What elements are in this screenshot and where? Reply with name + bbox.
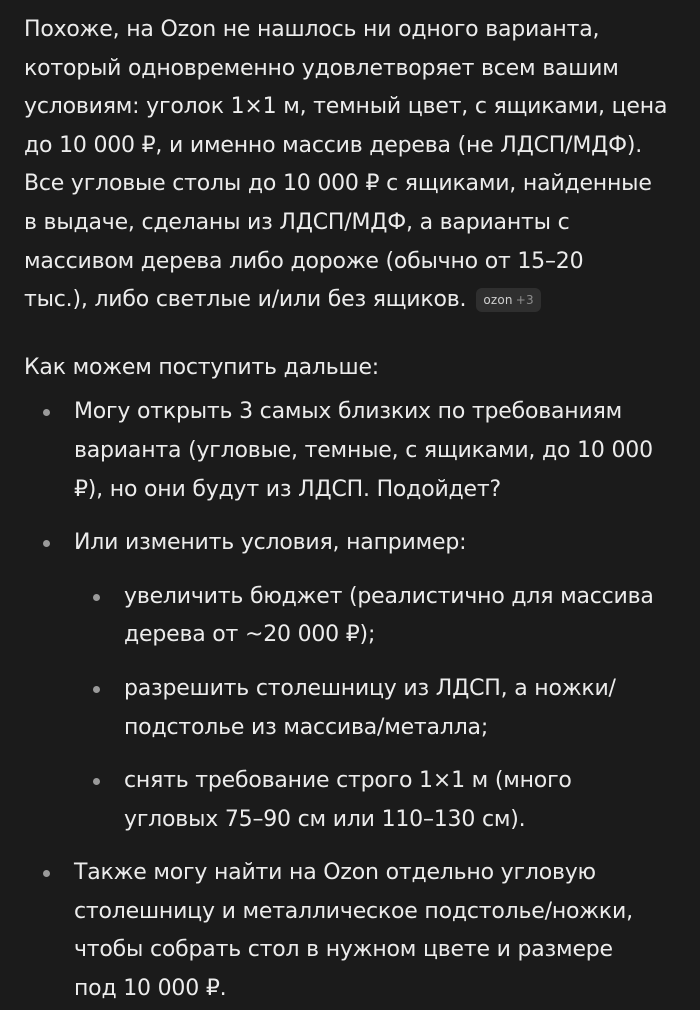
bullet-dot bbox=[43, 870, 50, 877]
intro-line: массивом дерева либо дороже (обычно от 15–20 bbox=[24, 248, 584, 274]
sub-list-item bbox=[124, 762, 700, 839]
sub-list-item-line: подстолье из массива/металла; bbox=[124, 714, 489, 740]
sub-list-item bbox=[124, 670, 700, 747]
intro-line: который одновременно удовлетворяет всем вашим bbox=[24, 55, 619, 81]
sub-list-item-line: дерева от ~20 000 ₽); bbox=[124, 622, 376, 648]
list-item bbox=[24, 854, 700, 1008]
list-item-line: Также могу найти на Ozon отдельно угловую bbox=[74, 860, 596, 886]
sub-list-item-line: угловых 75–90 см или 110–130 см). bbox=[124, 806, 526, 832]
bullet-dot bbox=[93, 594, 100, 601]
list-item-line: ₽), но они будут из ЛДСП. Подойдет? bbox=[74, 476, 501, 502]
sub-list-item-line: снять требование строго 1×1 м (много bbox=[124, 768, 572, 794]
citation-source: ozon bbox=[483, 293, 513, 308]
sub-options-list bbox=[74, 578, 700, 840]
bullet-dot bbox=[43, 540, 50, 547]
citation-count: +3 bbox=[515, 293, 534, 308]
list-item-line: столешницу и металлическое подстолье/ножки, bbox=[74, 898, 633, 924]
list-item-line: Или изменить условия, например: bbox=[74, 530, 467, 556]
list-item-line: под 10 000 ₽. bbox=[74, 976, 227, 1002]
list-item-line: варианта (угловые, темные, с ящиками, до 10 000 bbox=[74, 437, 653, 463]
intro-line-text: тыс.), либо светлые и/или без ящиков. bbox=[24, 287, 467, 313]
intro-line-last bbox=[24, 281, 700, 320]
bullet-dot bbox=[43, 409, 50, 416]
bullet-dot bbox=[93, 778, 100, 785]
list-item bbox=[24, 524, 700, 839]
list-item-line: чтобы собрать стол в нужном цвете и размере bbox=[74, 937, 613, 963]
sub-list-item-line: разрешить столешницу из ЛДСП, а ножки/ bbox=[124, 675, 616, 701]
intro-line: в выдаче, сделаны из ЛДСП/МДФ, а варианты с bbox=[24, 209, 570, 235]
intro-paragraph bbox=[24, 11, 700, 320]
intro-line: Все угловые столы до 10 000 ₽ с ящиками, найденные bbox=[24, 171, 652, 197]
list-item bbox=[24, 393, 700, 509]
sub-list-item bbox=[124, 578, 700, 655]
intro-line: Похоже, на Ozon не нашлось ни одного варианта, bbox=[24, 17, 600, 42]
sub-list-item-line: увеличить бюджет (реалистично для массива bbox=[124, 583, 654, 609]
list-item-line: Могу открыть 3 самых близких по требованиям bbox=[74, 399, 622, 425]
options-heading: Как можем поступить дальше: bbox=[24, 354, 380, 380]
bullet-dot bbox=[93, 686, 100, 693]
options-list bbox=[24, 393, 700, 1008]
citation-chip[interactable] bbox=[476, 288, 540, 312]
intro-line: до 10 000 ₽, и именно массив дерева (не ЛДСП/МДФ). bbox=[24, 132, 642, 158]
intro-line: условиям: уголок 1×1 м, темный цвет, с ящиками, цена bbox=[24, 94, 668, 120]
